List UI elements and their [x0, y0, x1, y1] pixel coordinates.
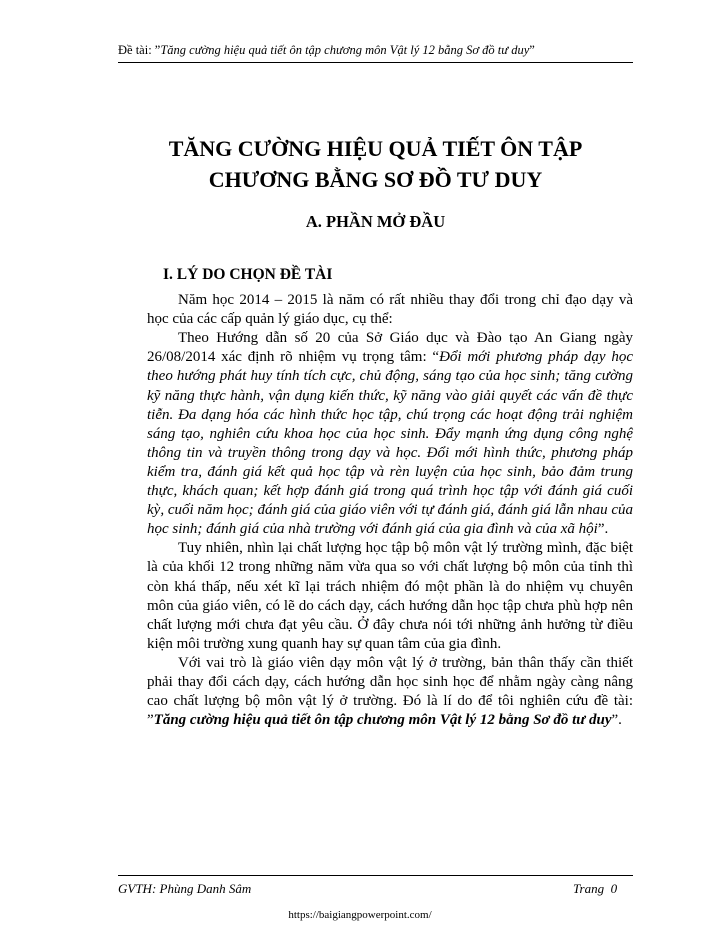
paragraph-4-intro: Với vai trò là giáo viên dạy môn vật lý ở trường, bản thân thấy cần thiết phải thay đổi cách dạy, cách hướng dẫn học sinh học để nhằm ngày càng nâng cao chất lượng bộ môn vật lý ở trường. Đó là lí do để tôi nghiên cứu đề tài: ” [147, 654, 633, 729]
footer-url: https://baigiangpowerpoint.com/ [288, 909, 432, 921]
paragraph-2-end: ”. [597, 521, 609, 538]
header-topic: Tăng cường hiệu quả tiết ôn tập chương môn Vật lý 12 bằng Sơ đồ tư duy [160, 43, 530, 57]
paragraph-4-end: ”. [611, 712, 622, 729]
paragraph-4-topic: Tăng cường hiệu quả tiết ôn tập chương môn Vật lý 12 bằng Sơ đồ tư duy [153, 712, 612, 729]
document-body [147, 265, 633, 730]
paragraph-1: Năm học 2014 – 2015 là năm có rất nhiều thay đổi trong chỉ đạo dạy và học của các cấp quản lý giáo dục, cụ thể: [147, 292, 633, 328]
title-line-2: CHƯƠNG BẰNG SƠ ĐỒ TƯ DUY [208, 167, 543, 192]
paragraph-3: Tuy nhiên, nhìn lại chất lượng học tập bộ môn vật lý trường mình, đặc biệt là của khối 12 trong những năm vừa qua so với chất lượng bộ môn của tỉnh thì còn khá thấp, nếu xét kĩ lại trách nhiệm đó một phần là do nhiệm vụ chuyên môn của giáo viên, có lẽ do cách dạy, cách hướng dẫn học tập chưa phù hợp nên chất lượng mới chưa đạt yêu cầu. Ở đây chưa nói tới những ảnh hưởng từ điều kiện môi trường xung quanh hay sự quan tâm của gia đình. [147, 540, 633, 652]
page-header [118, 42, 626, 58]
footer-divider [118, 875, 633, 876]
footer-author: GVTH: Phùng Danh Sâm [118, 881, 252, 896]
section-1-heading: I. LÝ DO CHỌN ĐỀ TÀI [163, 266, 333, 283]
page-label: Trang [573, 881, 605, 896]
paragraph-4 [147, 654, 633, 730]
page-number: 0 [610, 881, 618, 896]
title-line-1: TĂNG CƯỜNG HIỆU QUẢ TIẾT ÔN TẬP [168, 136, 583, 161]
paragraph-2-intro: Theo Hướng dẫn số 20 của Sở Giáo dục và Đào tạo An Giang ngày 26/08/2014 xác định rõ nhiệm vụ trọng tâm: “ [147, 330, 633, 366]
paragraph-2-quote: Đổi mới phương pháp dạy học theo hướng phát huy tính tích cực, chủ động, sáng tạo của học sinh; tăng cường kỹ năng thực hành, vận dụng kiến thức, kỹ năng vào giải quyết các vấn đề thực tiễn. Đa dạng hóa các hình thức học tập, chú trọng các hoạt động trải nghiệm sáng tạo, nghiên cứu khoa học của học sinh. Đẩy mạnh ứng dụng công nghệ thông tin và truyền thông trong dạy và học. Đổi mới hình thức, phương pháp kiểm tra, đánh giá kết quả học tập và rèn luyện của học sinh, bảo đảm trung thực, khách quan; kết hợp đánh giá trong quá trình học tập với đánh giá cuối kỳ, cuối năm học; đánh giá của giáo viên với tự đánh giá, đánh giá lẫn nhau của học sinh; đánh giá của nhà trường với đánh giá của gia đình và của xã hội [147, 349, 633, 538]
paragraph-2 [147, 329, 633, 539]
header-prefix: Đề tài: ” [118, 43, 161, 57]
header-divider [118, 62, 633, 63]
section-a-heading: A. PHẦN MỞ ĐẦU [305, 212, 446, 231]
document-title [118, 133, 633, 195]
header-suffix: ” [529, 43, 535, 57]
footer-page [573, 881, 633, 897]
